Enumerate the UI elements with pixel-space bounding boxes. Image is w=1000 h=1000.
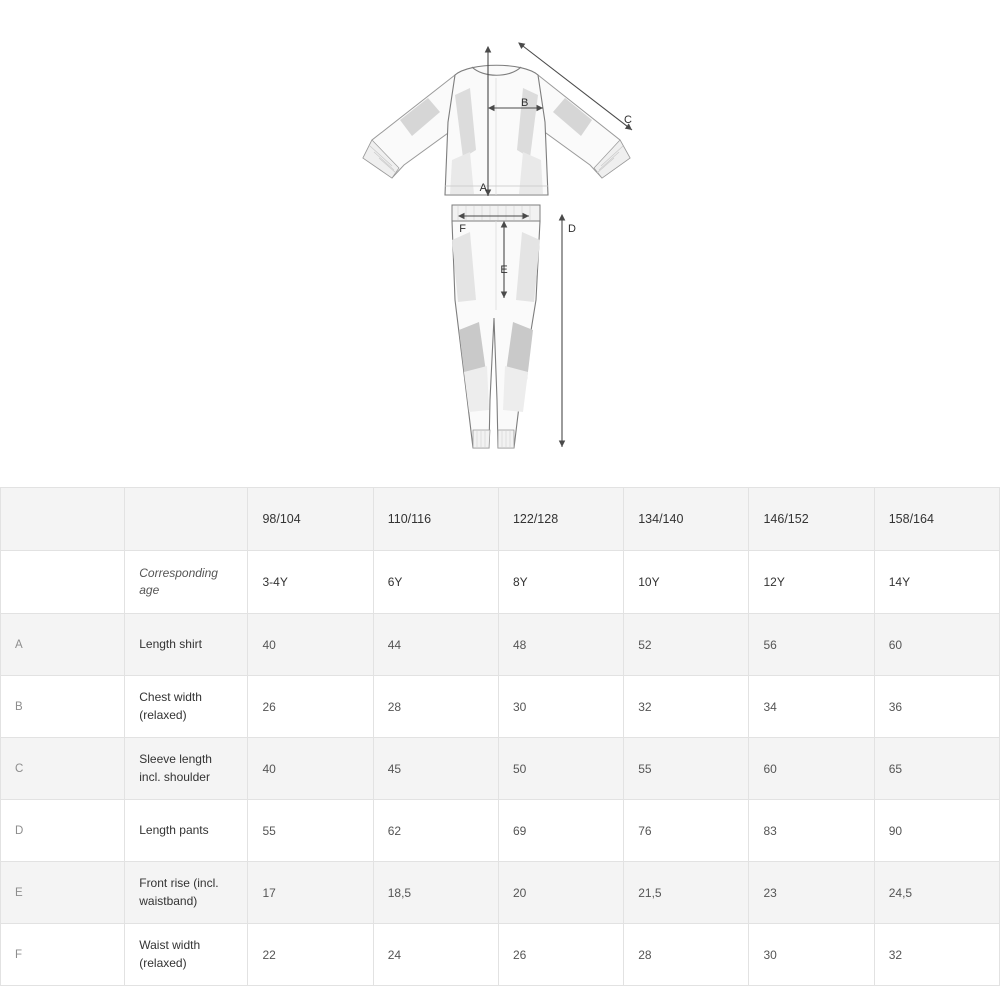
cell-c-4: 55	[624, 738, 749, 800]
pants-graphic	[452, 205, 576, 448]
table-header-row	[1, 488, 1000, 551]
table-row	[1, 924, 1000, 986]
cell-d-1: 55	[248, 800, 373, 862]
row-code-b: B	[1, 676, 125, 738]
table-row	[1, 614, 1000, 676]
marker-label-C: C	[624, 114, 632, 126]
cell-e-3: 20	[498, 862, 623, 924]
cell-b-5: 34	[749, 676, 874, 738]
cell-a-1: 40	[248, 614, 373, 676]
measurement-diagram-svg	[0, 0, 1000, 487]
cell-e-1: 17	[248, 862, 373, 924]
age-value-2: 6Y	[373, 551, 498, 614]
cell-b-2: 28	[373, 676, 498, 738]
table-row	[1, 676, 1000, 738]
cell-c-1: 40	[248, 738, 373, 800]
cell-e-2: 18,5	[373, 862, 498, 924]
table-row	[1, 862, 1000, 924]
marker-label-D: D	[568, 223, 576, 235]
cell-d-6: 90	[874, 800, 999, 862]
cell-c-6: 65	[874, 738, 999, 800]
row-code-d: D	[1, 800, 125, 862]
row-label-e: Front rise (incl. waistband)	[125, 862, 248, 924]
row-label-d: Length pants	[125, 800, 248, 862]
header-size-6: 158/164	[874, 488, 999, 551]
cell-d-2: 62	[373, 800, 498, 862]
cell-a-6: 60	[874, 614, 999, 676]
header-size-1: 98/104	[248, 488, 373, 551]
cell-f-1: 22	[248, 924, 373, 986]
cell-f-2: 24	[373, 924, 498, 986]
table-row	[1, 738, 1000, 800]
marker-label-E: E	[500, 264, 508, 276]
age-value-6: 14Y	[874, 551, 999, 614]
cell-a-3: 48	[498, 614, 623, 676]
cell-b-6: 36	[874, 676, 999, 738]
header-size-2: 110/116	[373, 488, 498, 551]
cell-d-5: 83	[749, 800, 874, 862]
cell-e-5: 23	[749, 862, 874, 924]
row-code-c: C	[1, 738, 125, 800]
cell-a-4: 52	[624, 614, 749, 676]
row-label-f: Waist width (relaxed)	[125, 924, 248, 986]
marker-label-F: F	[459, 223, 466, 235]
marker-label-A: A	[479, 182, 487, 194]
header-size-3: 122/128	[498, 488, 623, 551]
age-value-1: 3-4Y	[248, 551, 373, 614]
cell-a-2: 44	[373, 614, 498, 676]
cell-b-3: 30	[498, 676, 623, 738]
cell-c-2: 45	[373, 738, 498, 800]
age-row-label: Corresponding age	[125, 551, 248, 614]
header-size-4: 134/140	[624, 488, 749, 551]
size-chart-table	[0, 487, 1000, 986]
garment-illustration	[0, 0, 1000, 487]
cell-c-3: 50	[498, 738, 623, 800]
row-code-e: E	[1, 862, 125, 924]
marker-label-B: B	[521, 97, 529, 109]
age-value-5: 12Y	[749, 551, 874, 614]
cell-f-4: 28	[624, 924, 749, 986]
cell-f-5: 30	[749, 924, 874, 986]
row-label-c: Sleeve length incl. shoulder	[125, 738, 248, 800]
cell-e-6: 24,5	[874, 862, 999, 924]
age-value-3: 8Y	[498, 551, 623, 614]
row-code-a: A	[1, 614, 125, 676]
cell-f-3: 26	[498, 924, 623, 986]
cell-f-6: 32	[874, 924, 999, 986]
cell-d-4: 76	[624, 800, 749, 862]
cell-c-5: 60	[749, 738, 874, 800]
header-spacer-code	[1, 488, 125, 551]
cell-a-5: 56	[749, 614, 874, 676]
table-row-age	[1, 551, 1000, 614]
shirt-graphic	[363, 43, 632, 196]
table-row	[1, 800, 1000, 862]
row-label-a: Length shirt	[125, 614, 248, 676]
cell-b-4: 32	[624, 676, 749, 738]
header-size-5: 146/152	[749, 488, 874, 551]
age-code-cell	[1, 551, 125, 614]
header-spacer-label	[125, 488, 248, 551]
cell-d-3: 69	[498, 800, 623, 862]
cell-b-1: 26	[248, 676, 373, 738]
row-code-f: F	[1, 924, 125, 986]
age-value-4: 10Y	[624, 551, 749, 614]
row-label-b: Chest width (relaxed)	[125, 676, 248, 738]
cell-e-4: 21,5	[624, 862, 749, 924]
